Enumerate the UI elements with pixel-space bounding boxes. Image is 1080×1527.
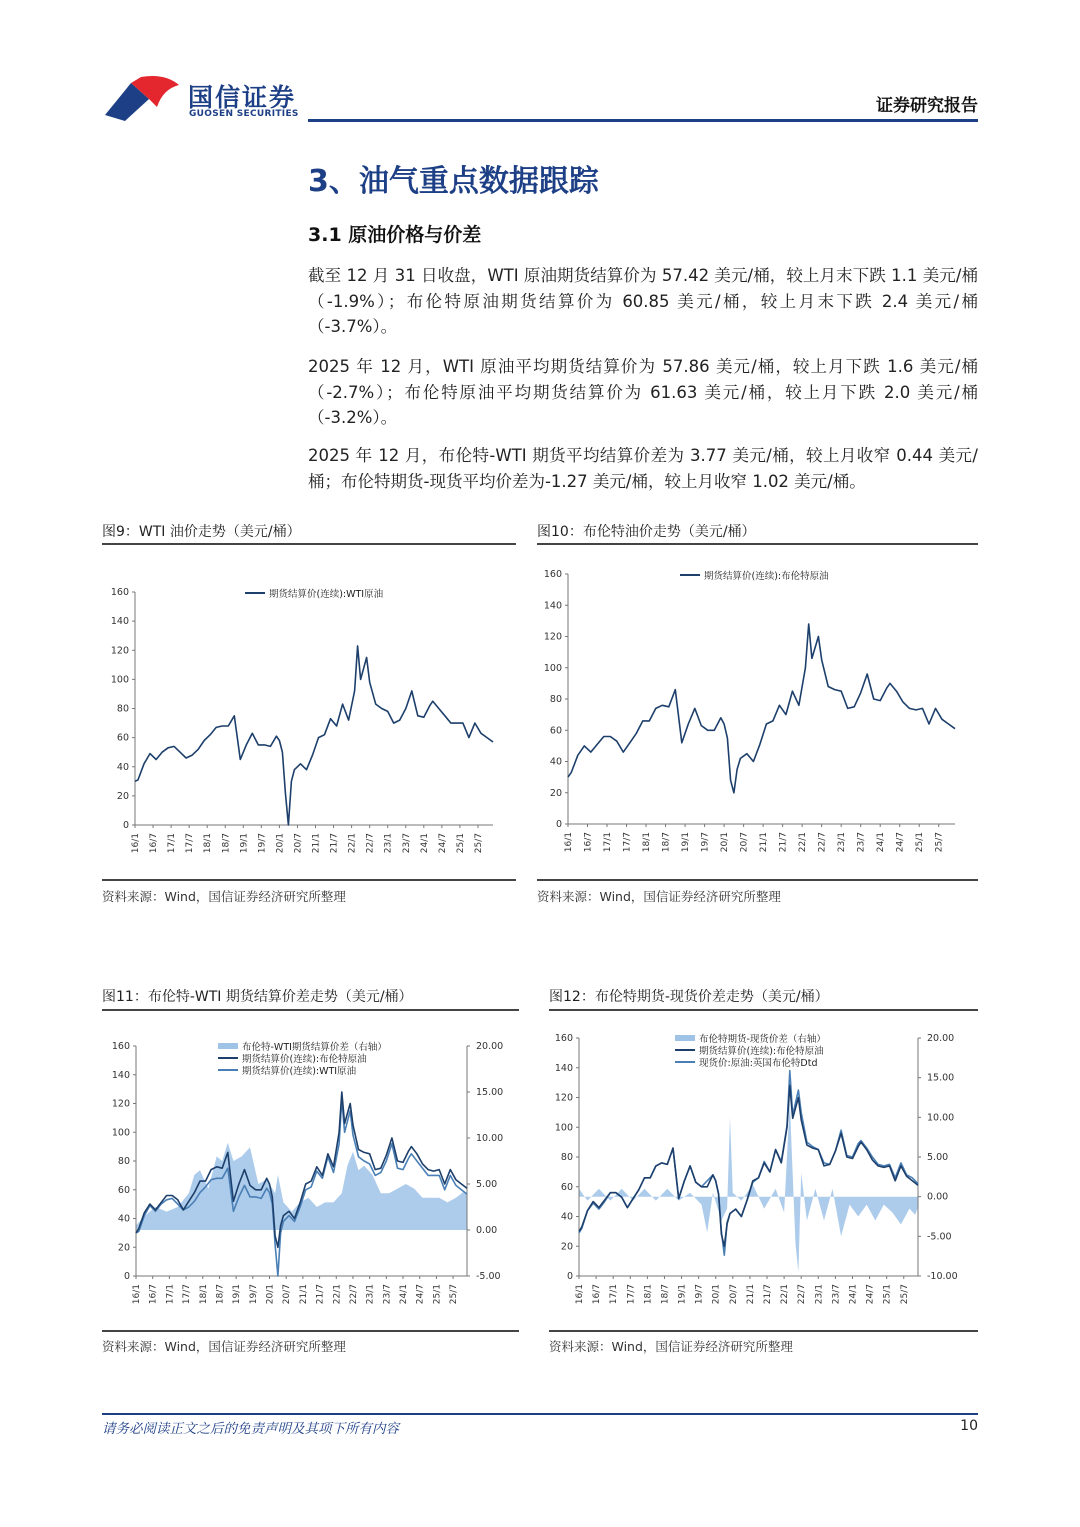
price-line-series: [568, 624, 955, 793]
y-tick-label: 100: [111, 1127, 130, 1139]
x-tick-label: 19/1: [677, 1284, 688, 1305]
figure-source-rule: [102, 1330, 519, 1332]
y-tick-label: 0: [566, 1271, 573, 1282]
y-tick-label: 80: [117, 1156, 130, 1167]
y-tick-label: 60: [560, 1181, 573, 1193]
y2-tick-label: 15.00: [927, 1072, 955, 1084]
y-tick-label: 100: [543, 662, 562, 674]
legend-label: 期货结算价(连续):布伦特原油: [699, 1046, 824, 1057]
y-tick-label: 100: [554, 1122, 573, 1134]
x-tick-label: 18/1: [203, 833, 214, 854]
y-tick-label: 40: [560, 1211, 573, 1223]
x-tick-label: 25/1: [455, 833, 466, 854]
y-tick-label: 140: [543, 600, 562, 612]
x-tick-label: 25/1: [915, 832, 926, 853]
x-tick-label: 21/7: [763, 1284, 774, 1305]
y-tick-label: 100: [110, 674, 129, 686]
y-tick-label: 60: [549, 725, 562, 737]
legend-label: 期货结算价(连续):WTI原油: [242, 1066, 357, 1077]
x-tick-label: 16/1: [575, 1284, 585, 1305]
x-tick-label: 21/7: [315, 1284, 326, 1305]
figure-title: 图10：布伦特油价走势（美元/桶）: [537, 524, 756, 540]
y-tick-label: 140: [111, 1069, 130, 1081]
figure-source: 资料来源：Wind，国信证券经济研究所整理: [549, 1339, 793, 1354]
x-tick-label: 25/7: [899, 1284, 910, 1305]
x-tick-label: 17/1: [167, 833, 178, 854]
x-tick-label: 24/7: [895, 832, 906, 853]
x-tick-label: 16/7: [583, 832, 594, 853]
x-tick-label: 25/7: [934, 832, 945, 853]
legend-label: 期货结算价(连续):布伦特原油: [704, 571, 829, 582]
x-tick-label: 17/1: [603, 832, 614, 853]
y-tick-label: 0: [122, 820, 129, 831]
x-tick-label: 24/1: [848, 1284, 859, 1305]
x-tick-label: 16/1: [132, 1284, 142, 1305]
figure-title: 图11：布伦特-WTI 期货结算价差走势（美元/桶）: [102, 989, 413, 1005]
y-tick-label: 80: [549, 694, 562, 705]
x-tick-label: 20/7: [282, 1284, 293, 1305]
x-tick-label: 24/1: [419, 833, 430, 854]
price-line-series: [579, 1071, 918, 1256]
y-tick-label: 20: [116, 790, 129, 802]
y-tick-label: 160: [554, 1033, 573, 1044]
spread-area-series: [579, 1102, 918, 1273]
x-tick-label: 22/7: [365, 833, 376, 854]
x-tick-label: 18/7: [221, 833, 232, 854]
x-tick-label: 17/7: [185, 833, 196, 854]
x-tick-label: 19/7: [248, 1284, 259, 1305]
y-tick-label: 40: [549, 756, 562, 768]
brent-price-chart: [535, 560, 975, 860]
x-tick-label: 22/1: [332, 1284, 343, 1305]
x-tick-label: 18/7: [215, 1284, 226, 1305]
x-tick-label: 24/7: [415, 1284, 426, 1305]
x-tick-label: 18/7: [661, 832, 672, 853]
x-tick-label: 16/7: [148, 1284, 159, 1305]
x-tick-label: 17/7: [182, 1284, 193, 1305]
y-tick-label: 120: [543, 631, 562, 643]
x-tick-label: 21/7: [329, 833, 340, 854]
legend-label: 布伦特-WTI期货结算价差（右轴）: [242, 1042, 387, 1053]
x-tick-label: 17/7: [626, 1284, 637, 1305]
x-tick-label: 21/7: [778, 832, 789, 853]
price-line-series: [579, 1086, 918, 1247]
y-tick-label: 80: [560, 1152, 573, 1163]
x-tick-label: 20/7: [728, 1284, 739, 1305]
x-tick-label: 19/1: [681, 832, 692, 853]
x-tick-label: 18/1: [198, 1284, 209, 1305]
y-tick-label: 20: [549, 787, 562, 799]
wti-price-chart: [100, 560, 500, 860]
y-tick-label: 60: [116, 732, 129, 744]
y-tick-label: 0: [123, 1271, 130, 1282]
x-tick-label: 24/7: [437, 833, 448, 854]
x-tick-label: 25/7: [473, 833, 484, 854]
x-tick-label: 22/1: [780, 1284, 791, 1305]
figure-title: 图12：布伦特期货-现货价差走势（美元/桶）: [549, 989, 829, 1005]
y2-tick-label: -10.00: [927, 1271, 958, 1282]
y-tick-label: 80: [116, 703, 129, 715]
footer-disclaimer: 请务必阅读正文之后的免责声明及其项下所有内容: [102, 1421, 399, 1437]
figure-source-rule: [102, 879, 516, 881]
figure-title-rule: [102, 1009, 519, 1011]
x-tick-label: 19/7: [257, 833, 268, 854]
x-tick-label: 16/1: [131, 833, 141, 854]
x-tick-label: 23/7: [831, 1284, 842, 1305]
x-tick-label: 20/7: [293, 833, 304, 854]
body-paragraph: 2025 年 12 月，布伦特-WTI 期货平均结算价差为 3.77 美元/桶，较上月收窄 0.44 美元/桶；布伦特期货-现货平均价差为-1.27 美元/桶，较上月收窄 1.02 美元/桶。: [308, 446, 978, 491]
x-tick-label: 21/1: [759, 832, 770, 853]
x-tick-label: 25/1: [882, 1284, 893, 1305]
legend-label: 现货价:原油:英国布伦特Dtd: [699, 1058, 818, 1069]
y-tick-label: 40: [117, 1213, 130, 1225]
x-tick-label: 24/1: [876, 832, 887, 853]
x-tick-label: 22/7: [348, 1284, 359, 1305]
legend-label: 期货结算价(连续):WTI原油: [269, 589, 384, 600]
x-tick-label: 24/1: [399, 1284, 410, 1305]
brand-name-en: GUOSEN SECURITIES: [189, 109, 299, 119]
figure-source: 资料来源：Wind，国信证券经济研究所整理: [102, 1339, 346, 1354]
body-paragraph: 2025 年 12 月，WTI 原油平均期货结算价为 57.86 美元/桶，较上月下跌 1.6 美元/桶（-2.7%）；布伦特原油平均期货结算价为 61.63 美元/桶，较上月下跌 2.0 美元/桶（-3.2%）。: [308, 357, 978, 427]
x-tick-label: 23/1: [837, 832, 848, 853]
figure-title-rule: [537, 543, 978, 545]
x-tick-label: 22/1: [798, 832, 809, 853]
x-tick-label: 16/7: [149, 833, 160, 854]
y-tick-label: 120: [111, 1098, 130, 1110]
brand-name-cn: 国信证券: [188, 83, 297, 112]
figure-source-rule: [549, 1330, 978, 1332]
page-number: 10: [960, 1418, 978, 1434]
figure-title-rule: [549, 1009, 978, 1011]
figure-source: 资料来源：Wind，国信证券经济研究所整理: [537, 889, 781, 904]
figure-source-rule: [537, 879, 978, 881]
figure-title-rule: [102, 543, 516, 545]
brent-futures-spot-spread-chart: [545, 1022, 975, 1320]
subsection-title: 3.1 原油价格与价差: [308, 224, 482, 246]
x-tick-label: 18/7: [660, 1284, 671, 1305]
y-tick-label: 140: [554, 1062, 573, 1074]
x-tick-label: 24/7: [865, 1284, 876, 1305]
price-line-series: [135, 646, 493, 825]
y-tick-label: 160: [110, 587, 129, 598]
legend-label: 布伦特期货-现货价差（右轴）: [699, 1034, 826, 1045]
x-tick-label: 20/1: [711, 1284, 722, 1305]
x-tick-label: 23/7: [401, 833, 412, 854]
y-tick-label: 160: [111, 1041, 130, 1052]
footer-rule: [102, 1413, 978, 1415]
y-tick-label: 20: [560, 1241, 573, 1253]
brent-wti-spread-chart: [100, 1030, 520, 1320]
x-tick-label: 23/1: [383, 833, 394, 854]
body-paragraph: 截至 12 月 31 日收盘，WTI 原油期货结算价为 57.42 美元/桶，较上月末下跌 1.1 美元/桶（-1.9%）；布伦特原油期货结算价为 60.85 美元/桶，较上月末下跌 2.4 美元/桶（-3.7%）。: [308, 266, 978, 336]
x-tick-label: 16/1: [564, 832, 574, 853]
y2-tick-label: 10.00: [476, 1133, 504, 1144]
y2-tick-label: 10.00: [927, 1112, 955, 1124]
figure-source: 资料来源：Wind，国信证券经济研究所整理: [102, 889, 346, 904]
x-tick-label: 16/7: [592, 1284, 603, 1305]
y-tick-label: 160: [543, 569, 562, 580]
x-tick-label: 21/1: [745, 1284, 756, 1305]
y2-tick-label: 20.00: [476, 1041, 504, 1052]
x-tick-label: 25/1: [432, 1284, 443, 1305]
x-tick-label: 19/1: [239, 833, 250, 854]
x-tick-label: 21/1: [311, 833, 322, 854]
y-tick-label: 140: [110, 616, 129, 628]
x-tick-label: 18/1: [643, 1284, 654, 1305]
y-tick-label: 120: [554, 1092, 573, 1104]
x-tick-label: 23/1: [365, 1284, 376, 1305]
y2-tick-label: 5.00: [927, 1152, 949, 1163]
x-tick-label: 23/7: [856, 832, 867, 853]
x-tick-label: 20/1: [265, 1284, 276, 1305]
x-tick-label: 22/7: [817, 832, 828, 853]
x-tick-label: 18/1: [642, 832, 653, 853]
y-tick-label: 20: [117, 1242, 130, 1254]
x-tick-label: 25/7: [449, 1284, 460, 1305]
x-tick-label: 20/1: [720, 832, 731, 853]
legend-label: 期货结算价(连续):布伦特原油: [242, 1054, 367, 1065]
price-line-series: [136, 1099, 467, 1276]
x-tick-label: 17/1: [165, 1284, 176, 1305]
x-tick-label: 17/1: [609, 1284, 620, 1305]
report-type-label: 证券研究报告: [876, 96, 978, 116]
y2-tick-label: 20.00: [927, 1033, 955, 1044]
legend-swatch: [218, 1043, 238, 1049]
y-tick-label: 60: [117, 1184, 130, 1196]
x-tick-label: 23/7: [382, 1284, 393, 1305]
x-tick-label: 23/1: [814, 1284, 825, 1305]
figure-title: 图9：WTI 油价走势（美元/桶）: [102, 524, 301, 540]
y-tick-label: 40: [116, 761, 129, 773]
y-tick-label: 0: [555, 819, 562, 830]
y2-tick-label: 15.00: [476, 1087, 504, 1098]
header-rule: [308, 119, 978, 122]
y2-tick-label: 5.00: [476, 1179, 498, 1190]
x-tick-label: 19/1: [232, 1284, 243, 1305]
legend-swatch: [675, 1035, 695, 1041]
x-tick-label: 20/1: [275, 833, 286, 854]
y2-tick-label: -5.00: [927, 1231, 952, 1243]
x-tick-label: 19/7: [700, 832, 711, 853]
x-tick-label: 21/1: [298, 1284, 309, 1305]
y-tick-label: 120: [110, 645, 129, 657]
y2-tick-label: -5.00: [476, 1271, 501, 1282]
x-tick-label: 19/7: [694, 1284, 705, 1305]
y2-tick-label: 0.00: [476, 1225, 498, 1236]
section-title: 3、油气重点数据跟踪: [308, 164, 599, 199]
guosen-logo: [105, 75, 183, 121]
x-tick-label: 17/7: [622, 832, 633, 853]
x-tick-label: 20/7: [739, 832, 750, 853]
y2-tick-label: 0.00: [927, 1191, 949, 1203]
x-tick-label: 22/7: [797, 1284, 808, 1305]
x-tick-label: 22/1: [347, 833, 358, 854]
